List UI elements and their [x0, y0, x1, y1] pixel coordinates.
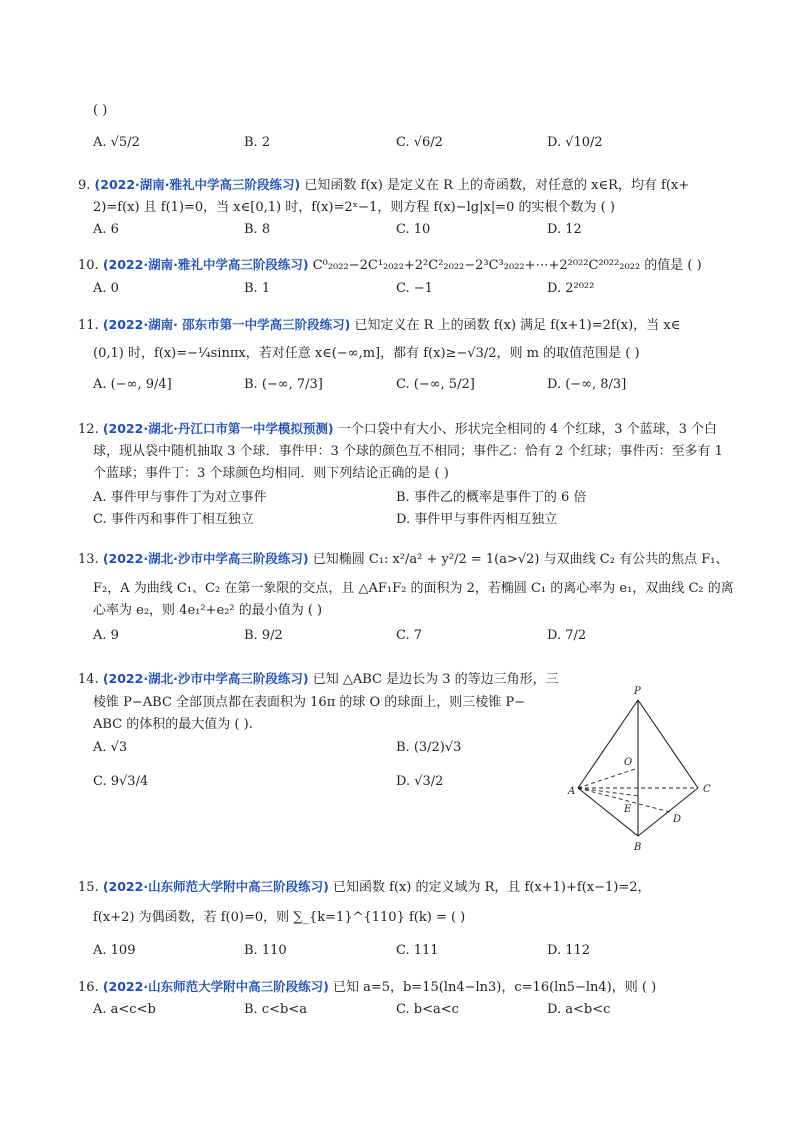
question-text: 已知函数 f(x) 的定义域为 R，且 f(x+1)+f(x−1)=2，: [332, 880, 651, 895]
label-p: P: [634, 686, 641, 697]
question-12: [78, 418, 717, 437]
option-b: B. (−∞, 7/3]: [244, 377, 323, 392]
question-text: 已知椭圆 C₁: x²/a² + y²/2 = 1(a>√2) 与双曲线 C₂ 有公共的焦点 F₁、: [312, 552, 729, 567]
option-d: D. 2²⁰²²: [547, 281, 595, 296]
label-d: D: [673, 814, 682, 825]
question-number: 15.: [78, 880, 99, 895]
option-b: B. (3/2)√3: [396, 740, 462, 755]
option-c: C. −1: [396, 281, 433, 296]
option-c: C. 111: [396, 943, 439, 958]
question-number: 11.: [78, 318, 99, 333]
pyramid-diagram: [566, 684, 726, 854]
question-15: [78, 876, 651, 895]
option-c: C. 7: [396, 628, 423, 643]
question-source: (2022·湖北·沙市中学高三阶段练习): [102, 551, 309, 566]
option-a: A. 0: [93, 281, 119, 296]
question-number: 10.: [78, 258, 99, 273]
label-b: B: [634, 842, 642, 853]
question-text-line: 个蓝球；事件丁：3 个球颜色均相同．则下列结论正确的是 ( ): [93, 466, 449, 481]
question-source: (2022·山东师范大学附中高三阶段练习): [102, 979, 329, 994]
option-c: C. 事件丙和事件丁相互独立: [93, 512, 254, 527]
option-a: A. √5/2: [93, 135, 140, 150]
question-text-line: 2)=f(x) 且 f(1)=0，当 x∈[0,1) 时，f(x)=2ˣ−1，则方程 f(x)−lg|x|=0 的实根个数为 ( ): [93, 200, 615, 215]
label-o: O: [624, 757, 633, 768]
question-source: (2022·湖南·雅礼中学高三阶段练习): [94, 177, 301, 192]
question-number: 13.: [78, 552, 99, 567]
question-10: [78, 254, 702, 273]
question-text-line: (0,1) 时，f(x)=−¼sinπx，若对任意 x∈(−∞,m]，都有 f(x)≥−√3/2，则 m 的取值范围是 ( ): [93, 346, 640, 361]
question-text-line: 球，现从袋中随机抽取 3 个球．事件甲：3 个球的颜色互不相同；事件乙：恰有 2 个红球；事件丙：至多有 1: [93, 444, 723, 459]
option-a: A. √3: [93, 740, 128, 755]
option-c: C. 9√3/4: [93, 774, 149, 789]
question-9: [78, 174, 689, 193]
option-a: A. (−∞, 9/4]: [93, 377, 172, 392]
label-e: E: [624, 804, 632, 815]
option-d: D. √3/2: [396, 774, 444, 789]
question-16: [78, 976, 656, 995]
option-d: D. 事件甲与事件丙相互独立: [396, 512, 558, 527]
question-13: [78, 548, 728, 567]
question-number: 9.: [78, 178, 91, 193]
option-d: D. 7/2: [547, 628, 587, 643]
question-text: 已知 △ABC 是边长为 3 的等边三角形，三: [312, 672, 559, 687]
option-d: D. a<b<c: [547, 1002, 611, 1017]
option-a: A. 109: [93, 943, 136, 958]
question-source: (2022·湖北·沙市中学高三阶段练习): [102, 671, 309, 686]
question-number: 12.: [78, 422, 99, 437]
question-text-line: 棱锥 P−ABC 全部顶点都在表面积为 16π 的球 O 的球面上，则三棱锥 P−: [93, 695, 526, 710]
question-text-line: ABC 的体积的最大值为 ( ).: [93, 717, 253, 732]
option-c: C. √6/2: [396, 135, 443, 150]
option-d: D. 112: [547, 943, 591, 958]
option-b: B. 事件乙的概率是事件丁的 6 倍: [396, 490, 587, 505]
option-d: D. √10/2: [547, 135, 603, 150]
option-d: D. 12: [547, 222, 582, 237]
option-c: C. 10: [396, 222, 431, 237]
option-b: B. 110: [244, 943, 287, 958]
pyramid-figure: [566, 684, 726, 854]
question-text: 一个口袋中有大小、形状完全相同的 4 个红球，3 个蓝球，3 个白: [337, 422, 718, 437]
option-c: C. b<a<c: [396, 1002, 459, 1017]
option-b: B. 2: [244, 135, 271, 150]
question-text-line: F₂，A 为曲线 C₁、C₂ 在第一象限的交点，且 △AF₁F₂ 的面积为 2，若椭圆 C₁ 的离心率为 e₁，双曲线 C₂ 的离: [93, 581, 734, 596]
option-b: B. 8: [244, 222, 271, 237]
option-a: A. 事件甲与事件丁为对立事件: [93, 490, 267, 505]
answer-paren: ( ): [93, 103, 108, 118]
question-text: C⁰₂₀₂₂−2C¹₂₀₂₂+2²C²₂₀₂₂−2³C³₂₀₂₂+⋯+2²⁰²²C²⁰²²₂₀₂₂ 的值是 ( ): [312, 258, 702, 273]
question-source: (2022·山东师范大学附中高三阶段练习): [102, 879, 329, 894]
question-11: [78, 314, 680, 333]
option-a: A. 9: [93, 628, 119, 643]
option-c: C. (−∞, 5/2]: [396, 377, 475, 392]
question-text-line: 心率为 e₂，则 4e₁²+e₂² 的最小值为 ( ): [93, 603, 323, 618]
question-source: (2022·湖南· 邵东市第一中学高三阶段练习): [102, 317, 351, 332]
question-number: 16.: [78, 980, 99, 995]
question-14: [78, 668, 559, 687]
label-a: A: [568, 786, 576, 797]
option-b: B. c<b<a: [244, 1002, 307, 1017]
option-a: A. a<c<b: [93, 1002, 156, 1017]
question-text: 已知函数 f(x) 是定义在 R 上的奇函数，对任意的 x∈R，均有 f(x+: [304, 178, 690, 193]
question-text: 已知 a=5，b=15(ln4−ln3)，c=16(ln5−ln4)，则 ( ): [332, 980, 657, 995]
question-text: 已知定义在 R 上的函数 f(x) 满足 f(x+1)=2f(x)，当 x∈: [354, 318, 681, 333]
option-d: D. (−∞, 8/3]: [547, 377, 627, 392]
question-number: 14.: [78, 672, 99, 687]
option-b: B. 9/2: [244, 628, 283, 643]
question-text-line: f(x+2) 为偶函数，若 f(0)=0，则 ∑_{k=1}^{110} f(k) = ( ): [93, 910, 466, 925]
label-c: C: [703, 784, 711, 795]
question-source: (2022·湖北·丹江口市第一中学模拟预测): [102, 421, 334, 436]
option-a: A. 6: [93, 222, 119, 237]
question-source: (2022·湖南·雅礼中学高三阶段练习): [102, 257, 309, 272]
option-b: B. 1: [244, 281, 271, 296]
